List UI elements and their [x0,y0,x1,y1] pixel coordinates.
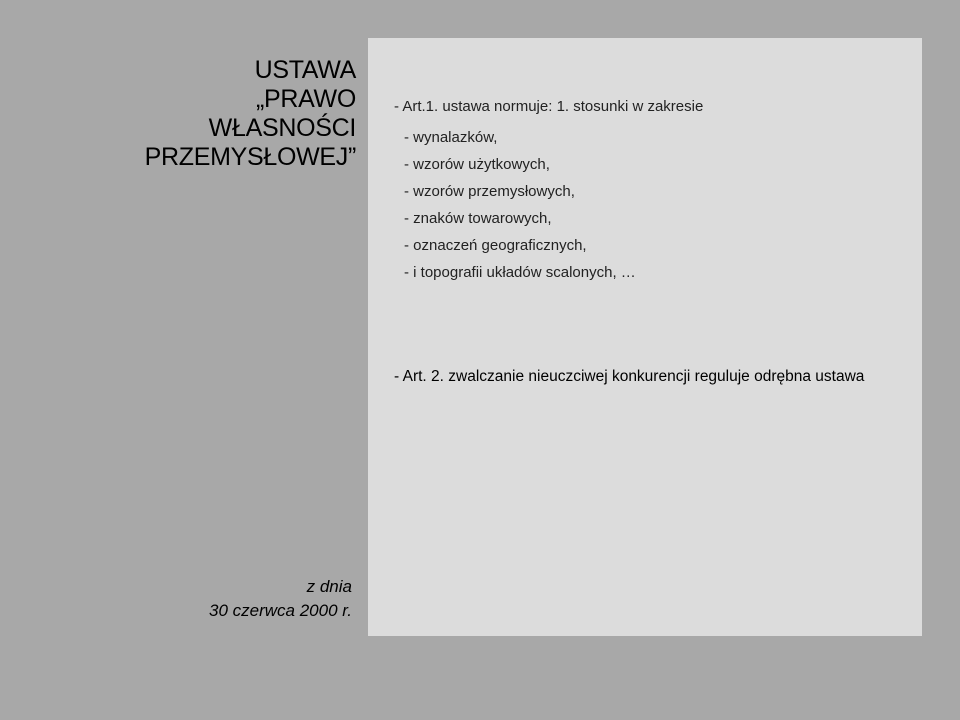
list-item: - wzorów przemysłowych, [404,183,575,200]
list-item: - wynalazków, [404,129,498,146]
title-line: USTAWA [254,56,356,84]
title-line: „PRAWO [255,85,356,113]
date-line-2: 30 czerwca 2000 r. [209,601,352,620]
title-line: WŁASNOŚCI [208,114,356,142]
article-2-text: - Art. 2. zwalczanie nieuczciwej konkurencji reguluje odrębna ustawa [394,368,865,385]
article-1-list [404,124,636,286]
list-item: - znaków towarowych, [404,210,552,227]
list-item: - i topografii układów scalonych, … [404,264,636,281]
list-item: - wzorów użytkowych, [404,156,550,173]
date-line-1: z dnia [306,577,352,596]
list-item: - oznaczeń geograficznych, [404,237,587,254]
article-1-intro: - Art.1. ustawa normuje: 1. stosunki w zakresie [394,98,704,115]
title-line: PRZEMYSŁOWEJ” [144,143,356,171]
slide-title [40,56,356,172]
date-label [40,575,352,623]
content-box [368,38,922,636]
